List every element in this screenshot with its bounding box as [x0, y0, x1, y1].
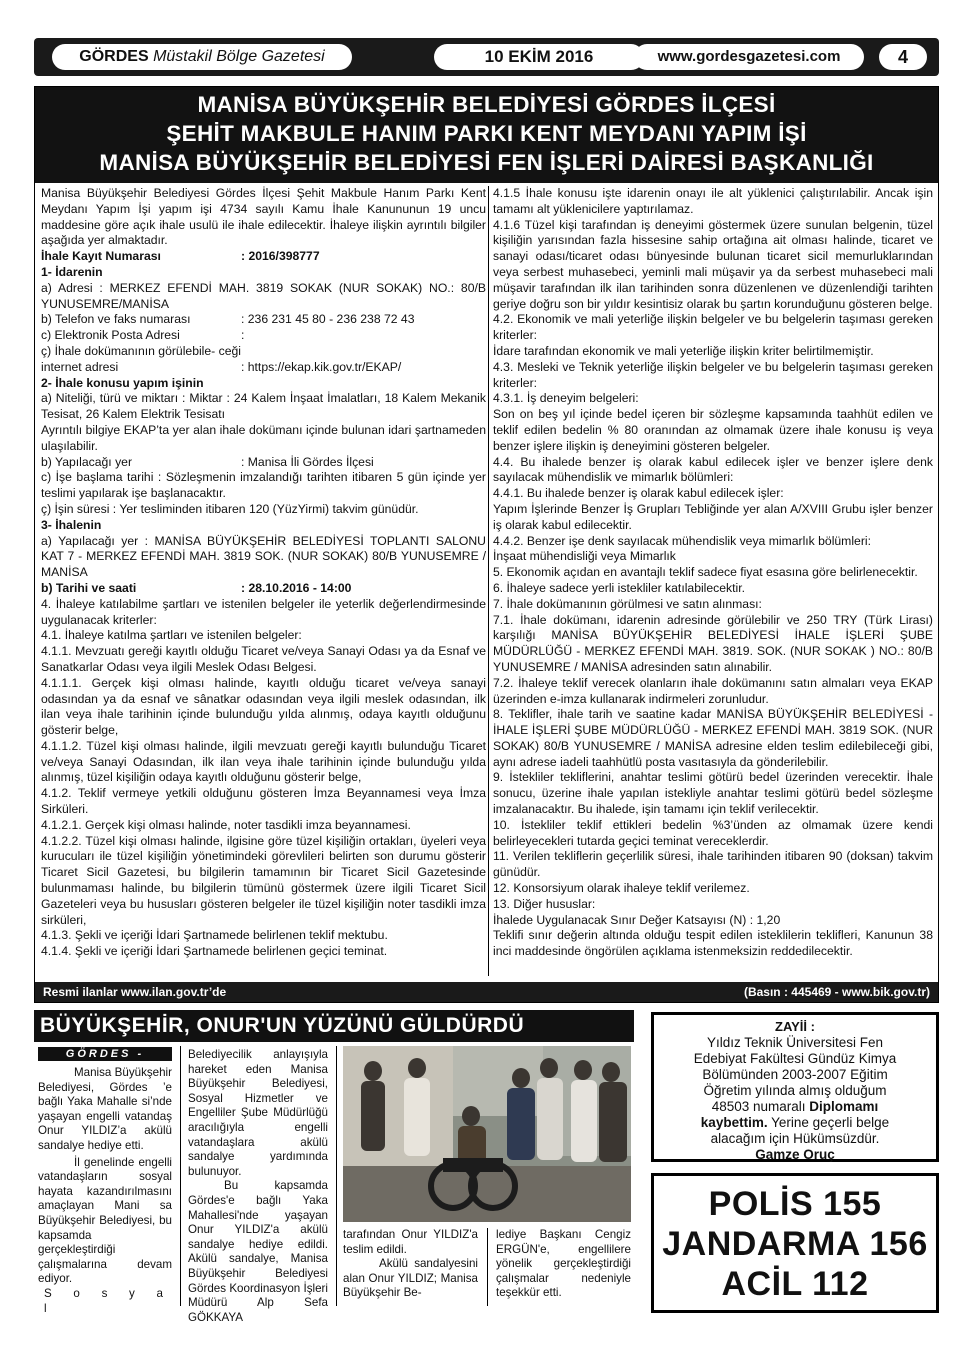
- paragraph: 4.3. Mesleki ve Teknik yeterliğe ilişkin belgeler ve bu belgelerin taşıması gereken kriterler:: [493, 359, 933, 390]
- emergency-numbers-box: [651, 1173, 939, 1313]
- paragraph: a) Niteliği, türü ve miktarı : Miktar : 24 Kalem İnşaat İmalatları, 18 Kalem Mekanik Tesisat, 26 Kalem Elektrik Tesisatı: [41, 391, 486, 422]
- tender-title: [35, 87, 938, 183]
- paragraph: Teklifi sınır değerin altında olduğu tespit edilen isteklilerin teklifleri, Kanunun 38 inci maddesinde öngörülen açıklama istenmeksizin reddedilecektir.: [493, 928, 933, 959]
- tender-kv-row: [41, 249, 486, 265]
- press-id: (Basın : 445469 - www.bik.gov.tr): [743, 985, 930, 999]
- lost-notice-bold: Diplomamı: [809, 1099, 879, 1114]
- lost-notice-signature: Gamze Oruç: [755, 1147, 835, 1162]
- paragraph: 10. İstekliler teklif ettikleri bedelin %3’ünden az olmamak üzere kendi belirleyecekleri tutarda geçici teminat vereceklerdir.: [493, 817, 933, 848]
- paragraph: 4.1.6 Tüzel kişi tarafından iş deneyimi göstermek üzere sunulan belgenin, tüzel kişiliğin yarısından fazla hissesine sahip ortağına ait olması halinde, ticaret ve sanayi odası/ticaret odası bünyesinde bulunan ticaret sicil memurluklarından veya serbest muhasebeci, yeminli mali müşavir ya da serbest muhasebeci mali müşavir tarafından ilk ilan tarihinden sonra düzenlenen ve düzenlendiği tarihten geriye doğru son bir yıldır kesintisiz olarak bu şartın korunduğunu gösteren belge.: [493, 217, 933, 311]
- kv-label: ç) İhale dokümanının görülebile- ceği internet adresi: [41, 343, 241, 374]
- lost-notice-box: [651, 1012, 939, 1162]
- gendarmerie-number: JANDARMA 156: [662, 1225, 928, 1263]
- paragraph: 4.4. Bu ihalede benzer iş olarak kabul edilecek işler ve benzer işlere denk sayılacak mühendislik ve mimarlık bölümleri:: [493, 454, 933, 485]
- column-divider: [180, 1046, 181, 1306]
- lost-notice-line: Bölümünden 2003-2007 Eğitim: [702, 1067, 888, 1082]
- tender-kv-row: [41, 344, 486, 376]
- paragraph: 4.1.2.2. Tüzel kişi olması halinde, ilgisine göre tüzel kişiliğin ortakları, üyeleri veya kurucuları ile tüzel kişiliğin yönetimindeki görevlileri belirten son durumu gösterir Ticaret Sicil Gazetesi, bu bilgilerin tamamının bir Ticaret Sicil Gazetesinde bulunmaması halinde, bu bilgilerin tümünü göstermek üzere ilgili Ticaret Sicil Gazeteleri veya bu hususları gösteren belgeler ile tüzel kişiliğin noter tasdikli imza sirküleri,: [41, 833, 486, 927]
- tender-column-left: [41, 186, 486, 960]
- kv-value: : 2016/398777: [241, 249, 320, 264]
- paragraph: 6. İhaleye sadece yerli istekliler katılabilecektir.: [493, 580, 745, 595]
- news-column-3: [343, 1228, 478, 1301]
- lost-notice-bold: kaybettim.: [700, 1115, 768, 1130]
- section-title: 3- İhalenin: [41, 517, 102, 532]
- kv-value: : 236 231 45 80 - 236 238 72 43: [241, 312, 415, 327]
- tender-kv-row: [41, 328, 486, 344]
- section-title: 2- İhale konusu yapım işinin: [41, 375, 204, 390]
- paragraph: 7.1. İhale dokümanı, idarenin adresinde görülebilir ve 250 TRY (Türk Lirası) karşılığı MANİSA BÜYÜKŞEHİR BELEDİYESİ İHALE İŞLERİ ŞUBE MÜDÜRLÜĞÜ - MERKEZ EFENDİ MAH. 3819. SOK. (NUR SOKAK ) NO.: 80/B YUNUSEMRE / MANİSA adresinden satın alınabilir.: [493, 612, 933, 674]
- police-number: POLİS 155: [708, 1185, 882, 1223]
- paragraph: 4.1.1. Mevzuatı gereği kayıtlı olduğu Ticaret ve/veya Sanayi Odası ya da Esnaf ve Sanatkarlar Odası veya ilgili Meslek Odası Belgesi.: [41, 644, 486, 674]
- paragraph: 4.1.1.2. Tüzel kişi olması halinde, ilgili mevzuatı gereği kayıtlı bulunduğu Ticaret ve/veya Sanayi Odasından, ilk ilan veya ihale tarihinin içinde bulunduğu yılda alınmış, tüzel kişiliğin odaya kayıtlı olduğunu gösterir belge,: [41, 738, 486, 785]
- lost-notice-text: Yerine geçerli belge: [771, 1115, 890, 1130]
- kv-label: İhale Kayıt Numarası: [41, 249, 161, 264]
- paragraph: 4.1. İhaleye katılma şartları ve istenilen belgeler:: [41, 628, 302, 643]
- lost-notice-line: Öğretim yılında almış olduğum: [703, 1083, 887, 1098]
- kv-value: : Manisa İli Gördes İlçesi: [241, 454, 374, 469]
- lost-notice-title: ZAYİİ :: [775, 1019, 815, 1034]
- column-divider: [336, 1046, 337, 1306]
- brand-subtitle: Müstakil Bölge Gazetesi: [153, 48, 325, 65]
- paragraph: 4. İhaleye katılabilme şartları ve istenilen belgeler ile yeterlik değerlendirmesinde uygulanacak kriterler:: [41, 596, 486, 627]
- kv-label: b) Tarihi ve saati: [41, 580, 137, 595]
- paragraph: 13. Diğer hususlar:: [493, 896, 596, 911]
- paragraph: 4.1.2. Teklif vermeye yetkili olduğunu gösteren İmza Beyannamesi veya İmza Sirküleri.: [41, 786, 486, 817]
- paragraph: 4.1.1.1. Gerçek kişi olması halinde, kayıtlı olduğu ticaret ve/veya sanayi odasından ya da esnaf ve sânatkar odasından veya ilgili meslek odasından, ilk ilan veya ihale tarihinin içinde bulunduğu yılda alınmış, odaya kayıtlı olduğunu gösterir belge,: [41, 675, 486, 738]
- dateline-tag: GÖRDES -: [38, 1047, 172, 1061]
- paragraph: a) Adresi : MERKEZ EFENDİ MAH. 3819 SOKAK (NUR SOKAK) NO.: 80/B YUNUSEMRE/MANİSA: [41, 280, 486, 311]
- paragraph: Yapım İşlerinde Benzer İş Grupları Tebliğinde yer alan A/XVIII Grubu işler benzer iş olarak kabul edilecektir.: [493, 501, 933, 532]
- lost-notice-line: Edebiyat Fakültesi Gündüz Kimya: [693, 1051, 897, 1066]
- paragraph: İhalede Uygulanacak Sınır Değer Katsayısı (N) : 1,20: [493, 912, 781, 927]
- paragraph: lediye Başkanı Cengiz ERGÜN'e, engellilere yönelik gerçekleştirdiği çalışmalar nedeniyle teşekkür etti.: [496, 1228, 631, 1300]
- brand-name: GÖRDES: [79, 48, 149, 65]
- paragraph: tarafından Onur YILDIZ'a teslim edildi.: [343, 1228, 478, 1256]
- paragraph: 9. İstekliler tekliflerini, anahtar teslimi götürü bedel üzerinden verecektir. İhale sonucu, üzerine ihale yapılan istekliyle anahtar teslimi götürü bedel sözleşme imzalanacaktır. Bu ihalede, işin tamamı için teklif verilecektir.: [493, 770, 933, 817]
- paragraph: Manisa Büyükşehir Belediyesi, Gördes ’e bağlı Yaka Mahalle si’nde yaşayan engelli vatandaş Onur YILDIZ’a akülü sandalye hediye etti.: [38, 1066, 172, 1152]
- paragraph: 4.1.5 İhale konusu işte idarenin onayı ile alt yüklenici çalıştırılabilir. Ancak işin tamamı alt yüklenicilere yaptırılamaz.: [493, 186, 933, 216]
- tender-title-line: MANİSA BÜYÜKŞEHİR BELEDİYESİ GÖRDES İLÇESİ: [197, 92, 776, 117]
- kv-value: :: [241, 328, 245, 343]
- tender-column-right: [493, 186, 933, 960]
- kv-label: b) Telefon ve faks numarası: [41, 312, 191, 327]
- tender-kv-row: [41, 581, 486, 597]
- paragraph: S o s y a l: [44, 1286, 172, 1315]
- paragraph: c) İşe başlama tarihi : Sözleşmenin imzalandığı tarihten itibaren 5 gün içinde yer teslimi yapılarak işe başlanacaktır.: [41, 470, 486, 501]
- kv-label: c) Elektronik Posta Adresi: [41, 328, 180, 343]
- paragraph: Son on beş yıl içinde bedel içeren bir sözleşme kapsamında taahhüt edilen ve teklif edilen bedelin % 80 oranından az olmamak üzere ihale konusu iş veya benzer işlere ilişkin iş deneyimini gösteren belgeler.: [493, 407, 933, 453]
- lost-notice-line: alacağım için Hükümsüzdür.: [710, 1131, 880, 1146]
- lost-notice-line: Yıldız Teknik Üniversitesi Fen: [706, 1035, 884, 1050]
- tender-kv-row: [41, 312, 486, 328]
- page-number: 4: [879, 44, 927, 70]
- lost-notice-line: [654, 1099, 936, 1115]
- lost-notice-text: 48503 numaralı: [711, 1099, 806, 1114]
- paragraph: 5. Ekonomik açıdan en avantajlı teklif sadece fiyat esasına göre belirlenecektir.: [493, 565, 918, 580]
- kv-label: b) Yapılacağı yer: [41, 454, 133, 469]
- paragraph: 4.4.1. Bu ihalede benzer iş olarak kabul edilecek işler:: [493, 486, 784, 501]
- masthead: [34, 38, 939, 76]
- tender-intro: Manisa Büyükşehir Belediyesi Gördes İlçesi Şehit Makbule Hanım Parkı Kent Meydanı Yapım İşi yapım işi 4734 sayılı Kamu İhale Kanununun 19 uncu maddesine göre açık ihale usulü ile ihale edilecektir. İhaleye ilişkin ayrıntılı bilgiler aşağıda yer almaktadır.: [41, 186, 486, 248]
- paragraph: 4.2. Ekonomik ve mali yeterliğe ilişkin belgeler ve bu belgelerin taşıması gereken kriterler:: [493, 312, 933, 343]
- news-column-1: [38, 1066, 172, 1316]
- official-ads-link[interactable]: Resmi ilanlar www.ilan.gov.tr’de: [43, 985, 227, 999]
- tender-footer: [35, 982, 938, 1002]
- paragraph: 7. İhale dokümanının görülmesi ve satın alınması:: [493, 596, 762, 611]
- news-headline: BÜYÜKŞEHİR, ONUR'UN YÜZÜNÜ GÜLDÜRDÜ: [34, 1010, 634, 1042]
- tender-kv-row: [41, 455, 486, 471]
- lost-notice-line: [654, 1115, 936, 1131]
- paragraph: Belediyecilik anlayışıyla hareket eden Manisa Büyükşehir Belediyesi, Sosyal Hizmetler ve Engelliler Şube Müdürlüğü aracılığıyla engelli vatandaşlara akülü sandalye yardımında bulunuyor.: [188, 1048, 328, 1178]
- paragraph: Akülü sandalyesini alan Onur YILDIZ; Manisa Büyükşehir Be-: [343, 1257, 478, 1300]
- paragraph: 8. Teklifler, ihale tarih ve saatine kadar MANİSA BÜYÜKŞEHİR BELEDİYESİ - İHALE İŞLERİ ŞUBE MÜDÜRLÜĞÜ - MERKEZ EFENDİ MAH. 3819 SOK. (NUR SOKAK) 80/B YUNUSEMRE / MANİSA adresine elden teslim edilebileceği gibi, aynı adrese iadeli taahhütlü posta vasıtasıyla da gönderilebilir.: [493, 707, 933, 769]
- issue-date: 10 EKİM 2016: [434, 44, 644, 70]
- paragraph: 11. Verilen tekliflerin geçerlilik süresi, ihale tarihinden itibaren 90 (doksan) takvim günüdür.: [493, 849, 933, 880]
- paragraph: İdare tarafından ekonomik ve mali yeterliğe ilişkin kriter belirtilmemiştir.: [493, 343, 874, 358]
- paragraph: İnşaat mühendisliği veya Mimarlık: [493, 549, 676, 564]
- paragraph: 4.3.1. İş deneyim belgeleri:: [493, 391, 639, 406]
- paragraph: Ayrıntılı bilgiye EKAP’ta yer alan ihale dokümanı içinde bulunan idari şartnameden ulaşılabilir.: [41, 422, 486, 453]
- news-column-2: [188, 1048, 328, 1325]
- tender-title-line: ŞEHİT MAKBULE HANIM PARKI KENT MEYDANI YAPIM İŞİ: [166, 121, 807, 146]
- paragraph: 4.4.2. Benzer işe denk sayılacak mühendislik veya mimarlık bölümleri:: [493, 533, 871, 548]
- paragraph: 4.1.4. Şekli ve içeriği İdari Şartnamede belirlenen geçici teminat.: [41, 944, 388, 959]
- column-divider: [487, 1228, 488, 1306]
- kv-value: : 28.10.2016 - 14:00: [241, 580, 352, 595]
- paragraph: Bu kapsamda Gördes'e bağlı Yaka Mahallesi'nde yaşayan Onur YILDIZ'a akülü sandalye hediye edildi. Akülü sandalye, Manisa Büyükşehir Belediyesi Gördes Koordinasyon İşleri Müdürü Alp Sefa GÖKKAYA: [188, 1179, 328, 1324]
- brand-pill: [52, 44, 352, 70]
- news-photo: [343, 1046, 631, 1222]
- paragraph: ç) İşin süresi : Yer tesliminden itibaren 120 (YüzYirmi) takvim günüdür.: [41, 501, 419, 516]
- paragraph: 4.1.2.1. Gerçek kişi olması halinde, noter tasdikli imza beyannamesi.: [41, 817, 411, 832]
- kv-value: : https://ekap.kik.gov.tr/EKAP/: [241, 359, 402, 374]
- section-title: 1- İdarenin: [41, 264, 103, 279]
- news-column-4: [496, 1228, 631, 1301]
- paragraph: a) Yapılacağı yer : MANİSA BÜYÜKŞEHİR BELEDİYESİ TOPLANTI SALONU KAT 7 - MERKEZ EFENDİ MAH. 3819 SOK. (NUR SOKAK) 80/B YUNUSEMRE / MANİSA: [41, 533, 486, 580]
- tender-title-line: MANİSA BÜYÜKŞEHİR BELEDİYESİ FEN İŞLERİ DAİRESİ BAŞKANLIĞI: [99, 150, 874, 175]
- group-photo-image: [343, 1046, 631, 1222]
- column-divider: [488, 186, 489, 976]
- emergency-number: ACİL 112: [721, 1265, 869, 1303]
- website-link[interactable]: www.gordesgazetesi.com: [634, 44, 864, 70]
- tender-notice: [34, 86, 939, 1003]
- paragraph: 4.1.3. Şekli ve içeriği İdari Şartnamede belirlenen teklif mektubu.: [41, 928, 388, 943]
- paragraph: 7.2. İhaleye teklif verecek olanların ihale dokümanını satın almaları veya EKAP üzerinden e-imza kullanarak indirmeleri zorunludur.: [493, 675, 933, 706]
- paragraph: İl genelinde engelli vatandaşların sosyal hayata kazandırılmasını amaçlayan Mani sa Büyükşehir Belediyesi, bu kapsamda gerçekleştirdiği çalışmalarına devam ediyor.: [38, 1155, 172, 1286]
- paragraph: 12. Konsorsiyum olarak ihaleye teklif verilemez.: [493, 881, 750, 896]
